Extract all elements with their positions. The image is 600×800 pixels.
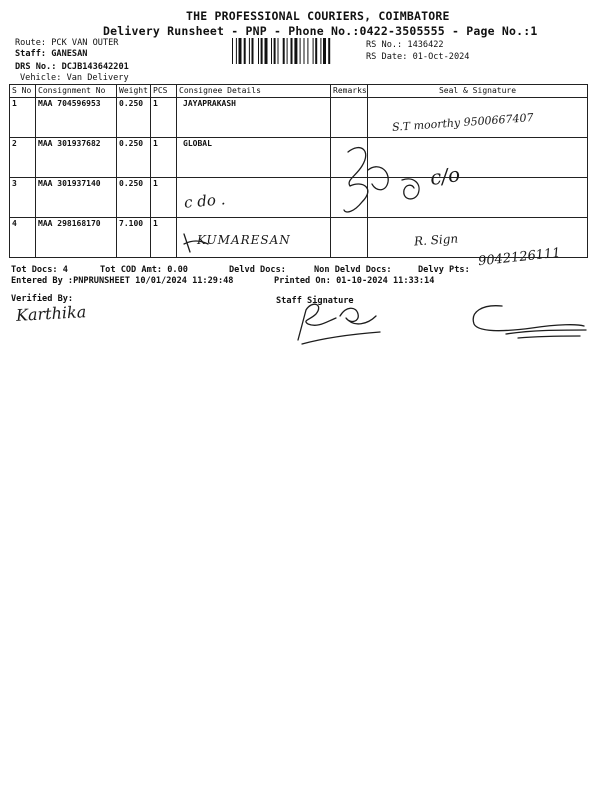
total-cod-amount: Tot COD Amt: 0.00 xyxy=(100,265,188,275)
col-header-seal: Seal & Signature xyxy=(368,85,588,98)
cell-consignment: MAA 301937682 xyxy=(36,138,117,178)
col-header-remarks: Remarks xyxy=(331,85,368,98)
cell-pcs: 1 xyxy=(151,218,177,258)
col-header-sno: S No xyxy=(10,85,36,98)
rs-number: RS No.: 1436422 xyxy=(366,40,444,50)
route-label: Route: PCK VAN OUTER xyxy=(15,38,119,48)
cell-sno: 3 xyxy=(10,178,36,218)
vehicle-label: Vehicle: Van Delivery xyxy=(20,73,129,83)
row3-handwritten-name: c do . xyxy=(183,190,227,212)
cell-consignment: MAA 301937140 xyxy=(36,178,117,218)
cell-pcs: 1 xyxy=(151,178,177,218)
cell-pcs: 1 xyxy=(151,138,177,178)
cell-sno: 1 xyxy=(10,98,36,138)
staff-label: Staff: GANESAN xyxy=(15,49,88,59)
cell-sno: 2 xyxy=(10,138,36,178)
cell-consignment: MAA 298168170 xyxy=(36,218,117,258)
table-row xyxy=(10,138,588,178)
delivery-points: Delvy Pts: xyxy=(418,265,470,275)
col-header-consignment: Consignment No xyxy=(36,85,117,98)
entered-by: Entered By :PNPRUNSHEET 10/01/2024 11:29:48 xyxy=(11,276,234,286)
row3-remarks-scribble xyxy=(338,140,398,225)
col-header-weight: Weight xyxy=(117,85,151,98)
col-header-consignee: Consignee Details xyxy=(177,85,331,98)
cell-consignee: GLOBAL xyxy=(177,138,331,178)
non-delivered-docs: Non Delvd Docs: xyxy=(314,265,392,275)
total-docs: Tot Docs: 4 xyxy=(11,265,68,275)
row4-handwritten-phone: 9042126111 xyxy=(477,245,562,270)
row4-name-underline xyxy=(180,226,220,256)
cell-remarks xyxy=(331,98,368,138)
col-header-pcs: PCS xyxy=(151,85,177,98)
cell-pcs: 1 xyxy=(151,98,177,138)
cell-consignee: JAYAPRAKASH xyxy=(177,98,331,138)
printed-on: Printed On: 01-10-2024 11:33:14 xyxy=(274,276,435,286)
row3-seal-scribble xyxy=(396,176,426,202)
cell-seal xyxy=(368,138,588,178)
staff-signature-label: Staff Signature xyxy=(276,296,354,306)
cell-weight: 0.250 xyxy=(117,138,151,178)
cell-weight: 0.250 xyxy=(117,98,151,138)
row3-handwritten-sign: c/o xyxy=(428,162,462,190)
row4-handwritten-sign: R. Sign xyxy=(413,231,459,249)
delivered-docs: Delvd Docs: xyxy=(229,265,286,275)
runsheet-subtitle: Delivery Runsheet - PNP - Phone No.:0422-3505555 - Page No.:1 xyxy=(103,24,538,38)
barcode xyxy=(232,38,360,64)
extra-signature-scribble xyxy=(462,300,588,346)
rs-date: RS Date: 01-Oct-2024 xyxy=(366,52,470,62)
verified-by-signature: Karthika xyxy=(15,302,87,325)
runsheet-table xyxy=(9,84,588,258)
company-title: THE PROFESSIONAL COURIERS, COIMBATORE xyxy=(186,9,450,23)
verified-by-label: Verified By: xyxy=(11,294,74,304)
row4-handwritten-name: KUMARESAN xyxy=(197,233,291,247)
cell-weight: 7.100 xyxy=(117,218,151,258)
drs-number: DRS No.: DCJB143642201 xyxy=(15,62,129,72)
table-row xyxy=(10,178,588,218)
table-header-row xyxy=(10,85,588,98)
cell-weight: 0.250 xyxy=(117,178,151,218)
cell-consignment: MAA 704596953 xyxy=(36,98,117,138)
cell-sno: 4 xyxy=(10,218,36,258)
row1-handwritten-signature: S.T moorthy 9500667407 xyxy=(391,111,534,134)
